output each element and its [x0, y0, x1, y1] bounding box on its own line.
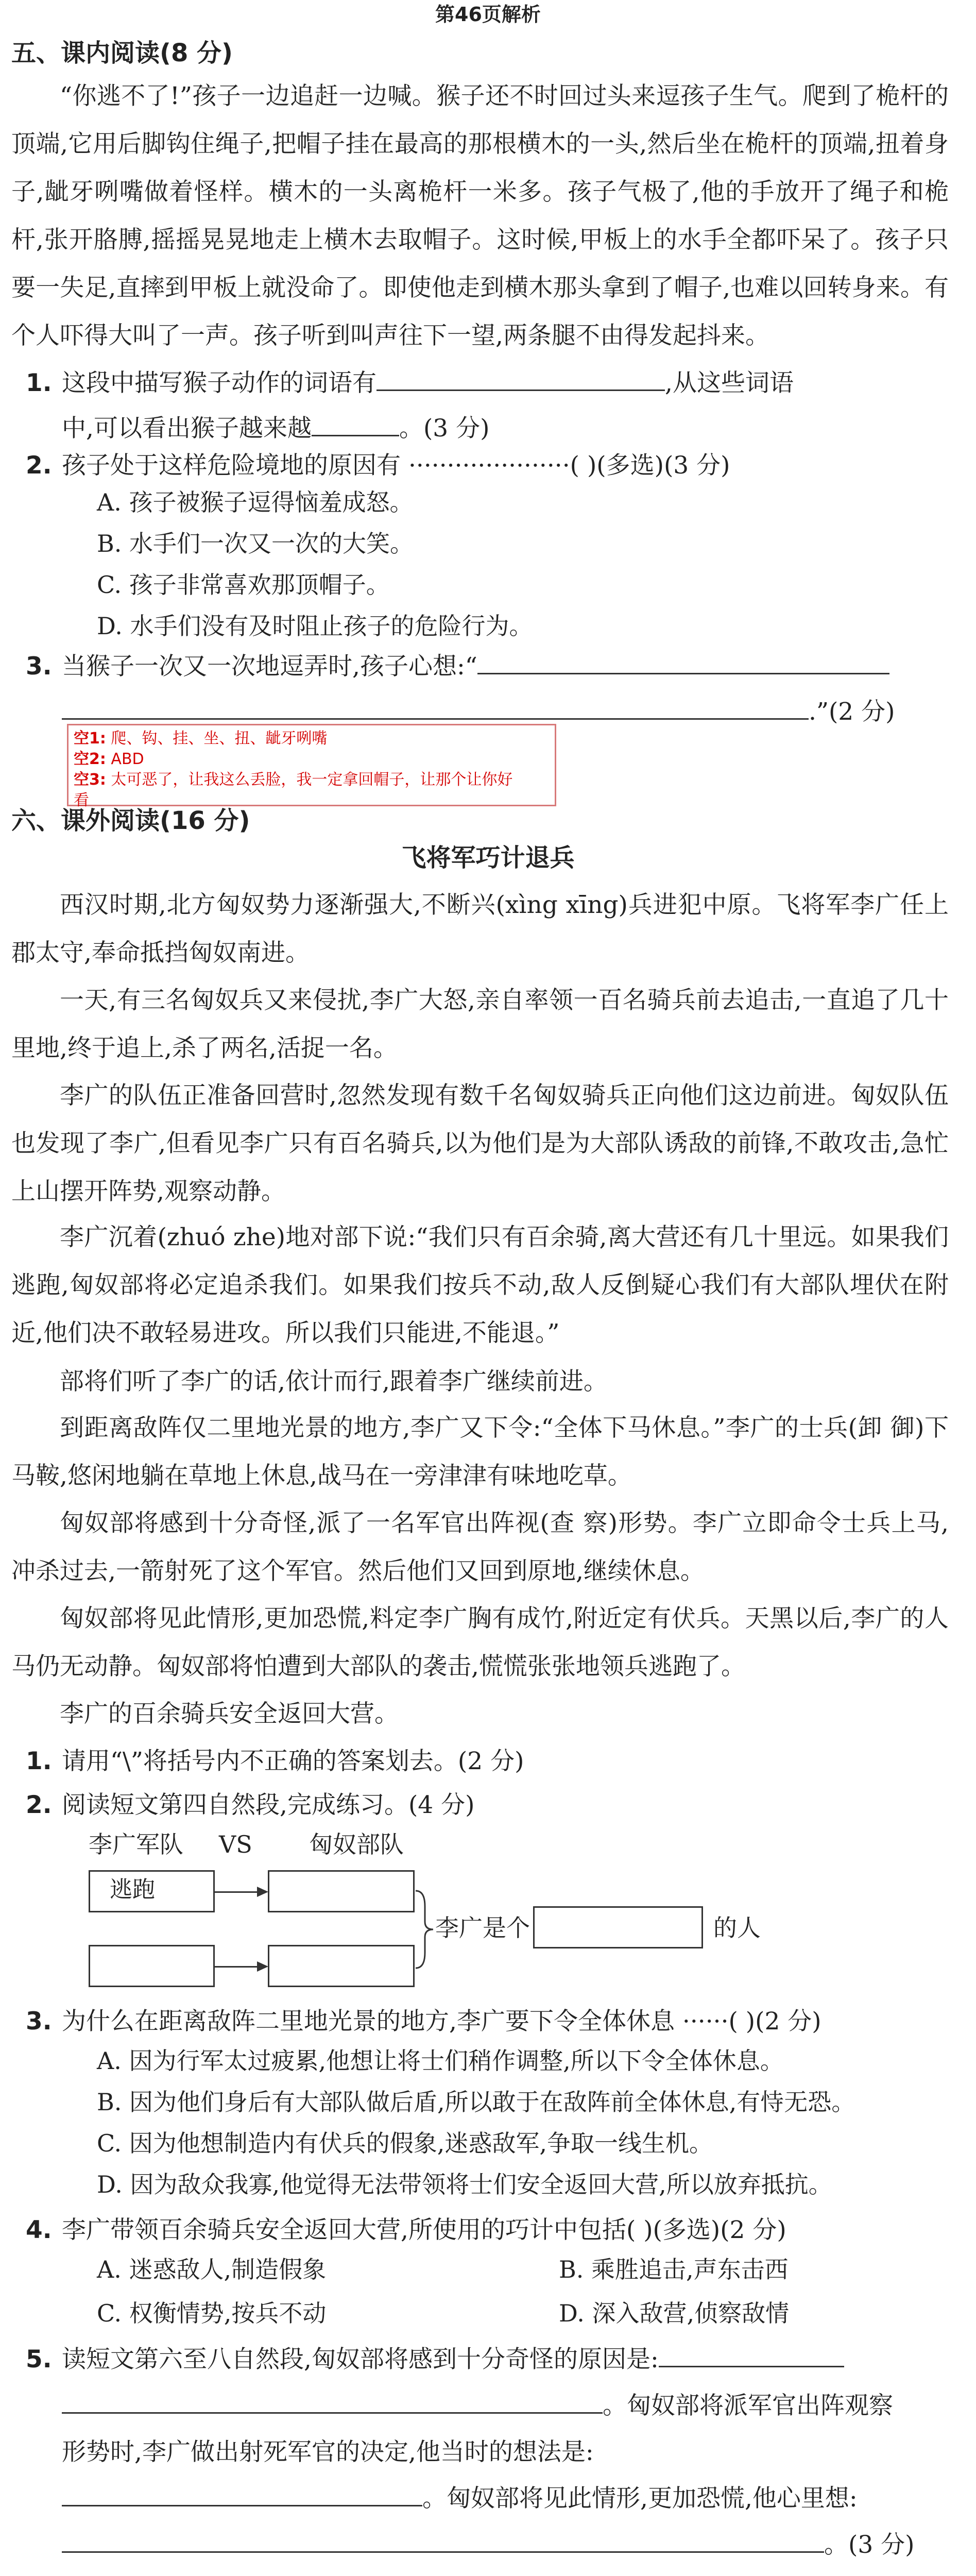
s6-question-2: 2. 阅读短文第四自然段,完成练习。(4 分): [26, 1791, 475, 1819]
diagram-box-flee: 逃跑: [89, 1870, 215, 1912]
diagram-answer-box[interactable]: [533, 1906, 703, 1948]
answer-blank[interactable]: [62, 2481, 422, 2506]
story-paragraph: 西汉时期,北方匈奴势力逐渐强大,不断兴(xìng xīng)兵进犯中原。飞将军李广任上郡太守,奉命抵挡匈奴南进。: [11, 891, 949, 967]
answer-blank[interactable]: [376, 365, 665, 391]
answer-blank[interactable]: [477, 649, 889, 674]
s5-q2-option-b[interactable]: B. 水手们一次又一次的大笑。: [97, 530, 414, 557]
s6-q4-option-b[interactable]: B. 乘胜追击,声东击西: [559, 2256, 789, 2283]
s6-question-4: 4. 李广带领百余骑兵安全返回大营,所使用的巧计中包括( )(多选)(2 分): [26, 2216, 786, 2244]
page-header: 第46页解析: [435, 3, 541, 26]
story-paragraph: 部将们听了李广的话,依计而行,跟着李广继续前进。: [60, 1367, 608, 1396]
diagram-left-head: 李广军队: [89, 1831, 183, 1858]
s6-q3-option-c[interactable]: C. 因为他想制造内有伏兵的假象,迷惑敌军,争取一线生机。: [97, 2129, 713, 2157]
s5-answer-box: [67, 724, 556, 809]
section-6-title: 六、课外阅读(16 分): [11, 806, 250, 835]
s5-q2-option-c[interactable]: C. 孩子非常喜欢那顶帽子。: [97, 571, 390, 599]
s6-q3-option-b[interactable]: B. 因为他们身后有大部队做后盾,所以敢于在敌阵前全体休息,有恃无恐。: [97, 2088, 855, 2116]
story-paragraph: 匈奴部将感到十分奇怪,派了一名军官出阵视(查 察)形势。李广立即命令士兵上马,冲杀过去,一箭射死了这个军官。然后他们又回到原地,继续休息。: [11, 1509, 949, 1585]
answer-blank[interactable]: [312, 411, 399, 436]
diagram-mid-label: 李广是个: [435, 1914, 530, 1942]
answer-blank[interactable]: [62, 694, 809, 720]
s6-q3-option-d[interactable]: D. 因为敌众我寡,他觉得无法带领将士们安全返回大营,所以放弃抵抗。: [97, 2171, 832, 2198]
answer-row: 空2: ABD: [74, 750, 144, 768]
s6-q4-option-a[interactable]: A. 迷惑敌人,制造假象: [97, 2256, 327, 2283]
answer-blank[interactable]: [62, 2388, 603, 2414]
s5-q2-option-a[interactable]: A. 孩子被猴子逗得恼羞成怒。: [97, 488, 414, 516]
arrow-icon: [215, 1966, 266, 1968]
diagram-right-head: 匈奴部队: [309, 1831, 404, 1858]
story-paragraph: 一天,有三名匈奴兵又来侵扰,李广大怒,亲自率领一百名骑兵前去追击,一直追了几十里地,终于追上,杀了两名,活捉一名。: [11, 986, 949, 1062]
arrow-icon: [215, 1891, 266, 1893]
s6-question-1: 1. 请用“\”将括号内不正确的答案划去。(2 分): [26, 1747, 524, 1775]
story-paragraph: 李广的百余骑兵安全返回大营。: [60, 1700, 399, 1728]
diagram-vs: VS: [219, 1831, 252, 1858]
story-paragraph: 李广沉着(zhuó zhe)地对部下说:“我们只有百余骑,离大营还有几十里远。如果我们逃跑,匈奴部将必定追杀我们。如果我们按兵不动,敌人反倒疑心我们有大部队埋伏在附近,他们决不敢轻易进攻。所以我们只能进,不能退。”: [11, 1223, 949, 1347]
s6-question-5: 5. 读短文第六至八自然段,匈奴部将感到十分奇怪的原因是: 。匈奴部将派军官出阵观察 形势时,李广做出射死军官的决定,他当时的想法是: 。匈奴部将见此情形,更加恐慌,他心里想: 。(3 分): [62, 2336, 937, 2568]
answer-blank[interactable]: [62, 2527, 824, 2553]
s6-q4-option-c[interactable]: C. 权衡情势,按兵不动: [97, 2299, 327, 2327]
story-paragraph: 到距离敌阵仅二里地光景的地方,李广又下令:“全体下马休息。”李广的士兵(卸 御)下马鞍,悠闲地躺在草地上休息,战马在一旁津津有味地吃草。: [11, 1414, 949, 1490]
answer-blank[interactable]: [659, 2342, 844, 2367]
s5-question-1: 1. 这段中描写猴子动作的词语有 ,从这些词语 中,可以看出猴子越来越 。(3 分): [62, 361, 937, 451]
s6-q4-option-d[interactable]: D. 深入敌营,侦察敌情: [559, 2299, 790, 2327]
diagram-answer-box[interactable]: [268, 1870, 415, 1912]
story-paragraph: 李广的队伍正准备回营时,忽然发现有数千名匈奴骑兵正向他们这边前进。匈奴队伍也发现了李广,但看见李广只有百名骑兵,以为他们是为大部队诱敌的前锋,不敢攻击,急忙上山摆开阵势,观察动静。: [11, 1081, 949, 1206]
diagram-answer-box[interactable]: [89, 1945, 215, 1987]
diagram-end-label: 的人: [713, 1914, 761, 1942]
brace-icon: [415, 1886, 435, 1973]
section-5-passage: “你逃不了!”孩子一边追赶一边喊。猴子还不时回过头来逗孩子生气。爬到了桅杆的顶端,它用后脚钩住绳子,把帽子挂在最高的那根横木的一头,然后坐在桅杆的顶端,扭着身子,龇牙咧嘴做着怪样。横木的一头离桅杆一米多。孩子气极了,他的手放开了绳子和桅杆,张开胳膊,摇摇晃晃地走上横木去取帽子。这时候,甲板上的水手全都吓呆了。孩子只要一失足,直摔到甲板上就没命了。即使他走到横木那头拿到了帽子,也难以回转身来。有个人吓得大叫了一声。孩子听到叫声往下一望,两条腿不由得发起抖来。: [11, 82, 949, 350]
diagram-answer-box[interactable]: [268, 1945, 415, 1987]
s5-question-3: 3. 当猴子一次又一次地逗弄时,孩子心想:“ .”(2 分): [62, 644, 937, 735]
s6-question-3: 3. 为什么在距离敌阵二里地光景的地方,李广要下令全体休息 ······( )(2 分): [26, 2007, 821, 2036]
s5-question-2: 2. 孩子处于这样危险境地的原因有 ·····················( )(多选)(3 分): [26, 451, 730, 480]
story-title: 飞将军巧计退兵: [401, 843, 575, 872]
s6-question-6: [62, 2571, 937, 2576]
s5-q2-option-d[interactable]: D. 水手们没有及时阻止孩子的危险行为。: [97, 612, 533, 640]
answer-row: 空3: 太可恶了，让我这么丢脸，我一定拿回帽子，让那个让你好 看: [74, 771, 513, 809]
s6-q3-option-a[interactable]: A. 因为行军太过疲累,他想让将士们稍作调整,所以下令全体休息。: [97, 2047, 784, 2075]
section-5-title: 五、课内阅读(8 分): [11, 39, 233, 67]
question-number: 1.: [26, 369, 52, 397]
story-paragraph: 匈奴部将见此情形,更加恐慌,料定李广胸有成竹,附近定有伏兵。天黑以后,李广的人马仍无动静。匈奴部将怕遭到大部队的袭击,慌慌张张地领兵逃跑了。: [11, 1604, 949, 1681]
answer-row: 空1: 爬、钩、挂、坐、扭、龇牙咧嘴: [74, 730, 328, 748]
